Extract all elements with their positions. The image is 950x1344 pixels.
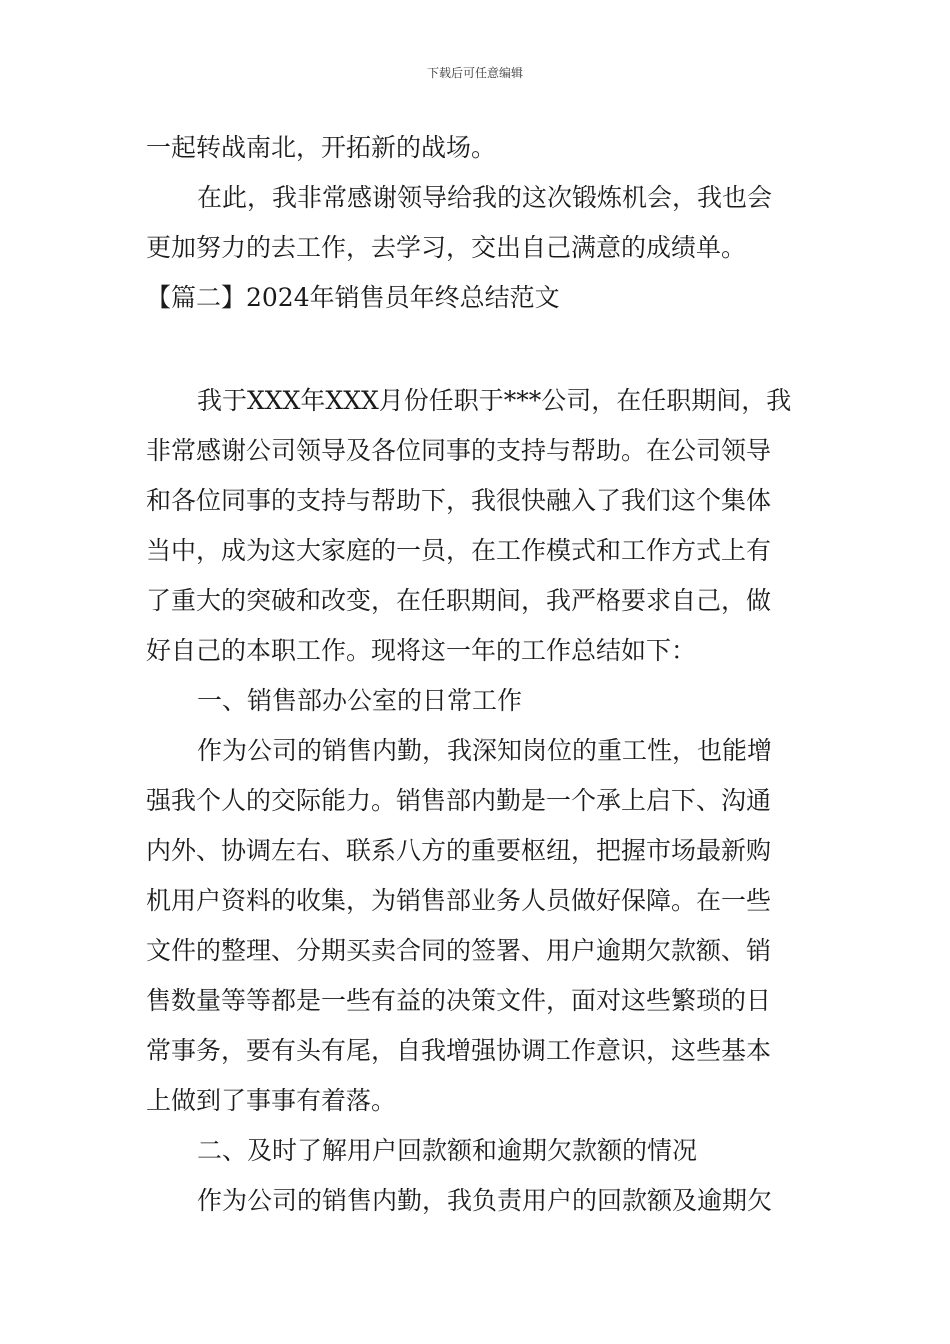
- paragraph-start: 在此，我非常感谢领导给我的这次锻炼机会，我也会: [197, 183, 773, 212]
- paragraph-start: 作为公司的销售内勤，我深知岗位的重工性，也能增: [197, 736, 773, 765]
- subsection-heading: 一、销售部办公室的日常工作: [197, 686, 523, 715]
- paragraph-start: 作为公司的销售内勤，我负责用户的回款额及逾期欠: [197, 1186, 773, 1215]
- text-line: 文件的整理、分期买卖合同的签署、用户逾期欠款额、销: [146, 936, 772, 965]
- blank-spacer: [146, 323, 816, 376]
- section-heading: 【篇二】2024年销售员年终总结范文: [146, 283, 560, 312]
- page-header: 下载后可任意编辑: [426, 66, 523, 80]
- text-line: 内外、协调左右、联系八方的重要枢纽，把握市场最新购: [146, 836, 772, 865]
- subsection-heading: 二、及时了解用户回款额和逾期欠款额的情况: [197, 1136, 698, 1165]
- text-line: 和各位同事的支持与帮助下，我很快融入了我们这个集体: [146, 486, 772, 515]
- text-line: 售数量等等都是一些有益的决策文件，面对这些繁琐的日: [146, 986, 772, 1015]
- text-line: 一起转战南北，开拓新的战场。: [146, 133, 497, 162]
- document-body: [146, 123, 816, 1226]
- text-line: 强我个人的交际能力。销售部内勤是一个承上启下、沟通: [146, 786, 772, 815]
- text-line: 非常感谢公司领导及各位同事的支持与帮助。在公司领导: [146, 436, 772, 465]
- text-line: 了重大的突破和改变，在任职期间，我严格要求自己，做: [146, 586, 772, 615]
- text-line: 常事务，要有头有尾，自我增强协调工作意识，这些基本: [146, 1036, 772, 1065]
- text-line: 当中，成为这大家庭的一员，在工作模式和工作方式上有: [146, 536, 772, 565]
- text-line: 更加努力的去工作，去学习，交出自己满意的成绩单。: [146, 233, 747, 262]
- text-line: 上做到了事事有着落。: [146, 1086, 397, 1115]
- text-line: 好自己的本职工作。现将这一年的工作总结如下：: [146, 636, 697, 665]
- text-line: 机用户资料的收集，为销售部业务人员做好保障。在一些: [146, 886, 772, 915]
- paragraph-start: 我于XXX年XXX月份任职于***公司，在任职期间，我: [197, 386, 792, 415]
